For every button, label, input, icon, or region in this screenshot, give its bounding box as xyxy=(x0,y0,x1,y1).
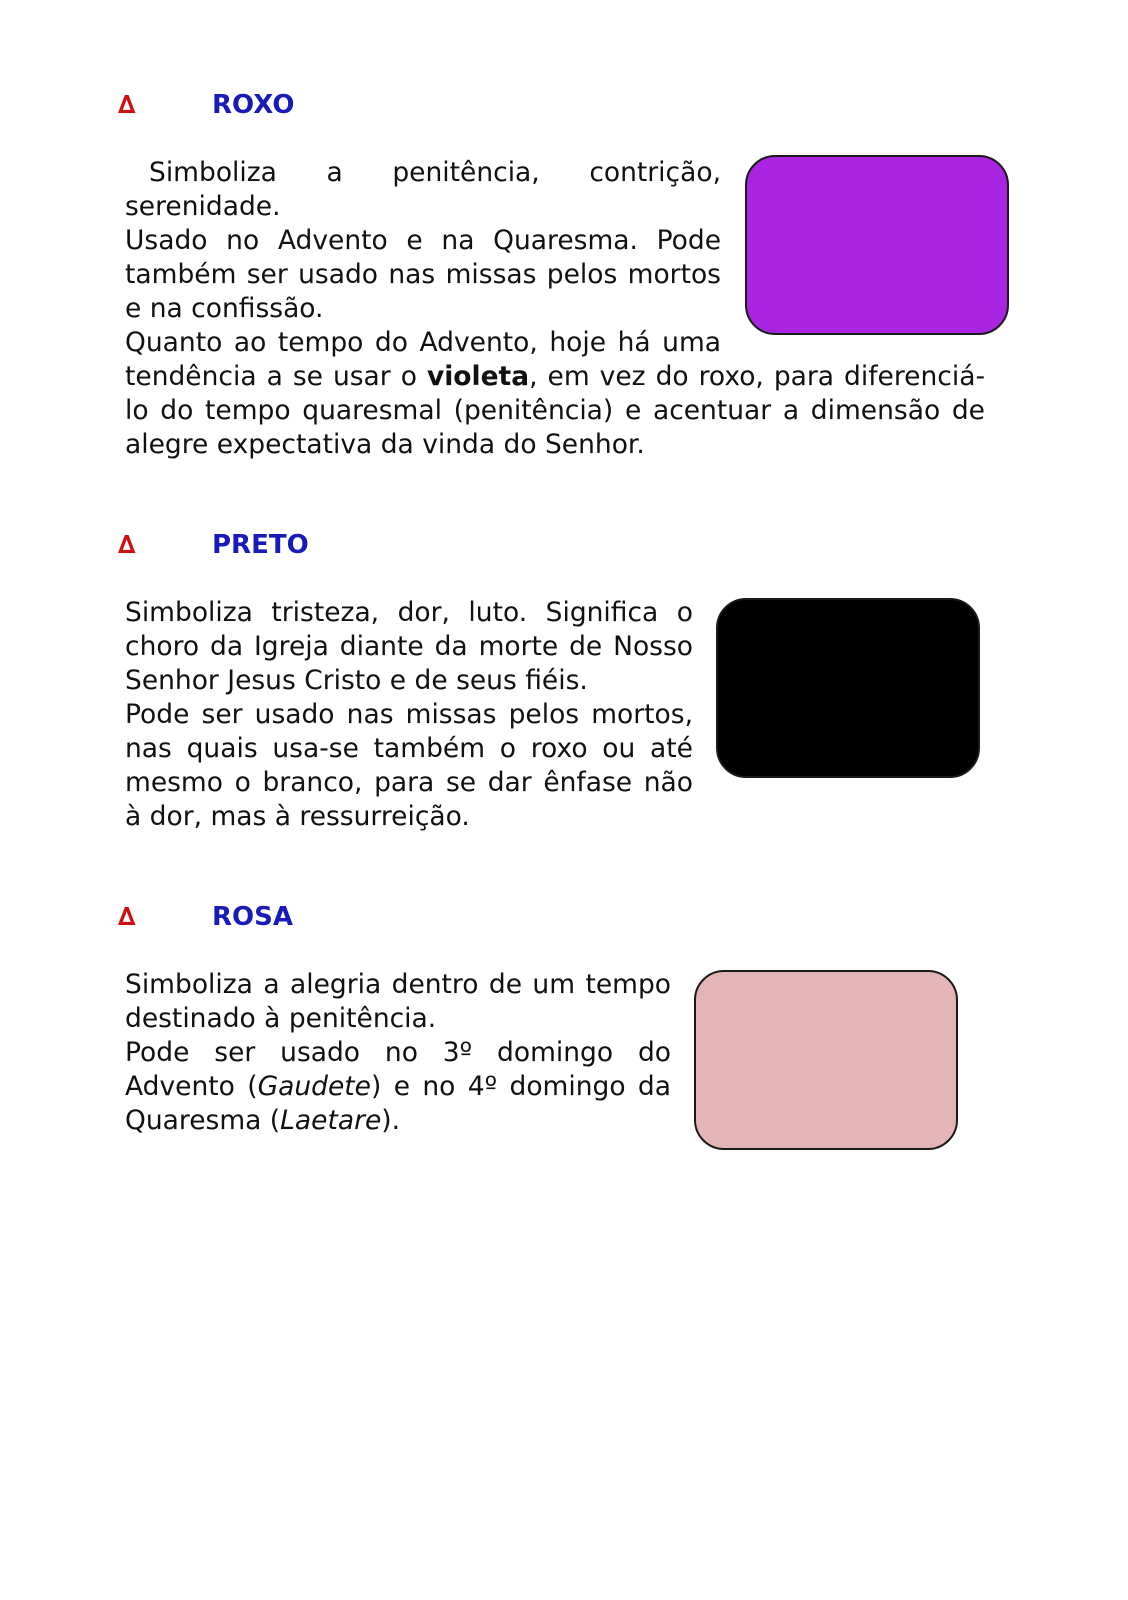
paragraph xyxy=(125,1036,671,1138)
paragraph: Simboliza a alegria dentro de um tempo destinado à penitência. xyxy=(125,969,671,1034)
section-title: PRETO xyxy=(212,530,309,560)
text-run: Quanto ao tempo do Advento, hoje há uma tendência a se usar o xyxy=(125,327,721,392)
text-run: ) e no 4º domingo da Quaresma ( xyxy=(125,1071,671,1136)
triangle-marker-icon: ∆ xyxy=(118,530,136,559)
paragraph: Simboliza tristeza, dor, luto. Significa o choro da Igreja diante da morte de Nosso Senhor Jesus Cristo e de seus fiéis. xyxy=(125,597,693,696)
section-body xyxy=(125,968,671,1138)
italic-term: Gaudete xyxy=(257,1071,371,1102)
italic-term: Laetare xyxy=(280,1105,382,1136)
triangle-marker-icon: ∆ xyxy=(118,902,136,931)
triangle-marker-icon: ∆ xyxy=(118,90,136,119)
paragraph: Simboliza a penitência, contrição, serenidade. xyxy=(125,157,721,222)
section-title: ROSA xyxy=(212,902,293,932)
text-run: ). xyxy=(381,1105,401,1136)
paragraph: Usado no Advento e na Quaresma. Pode também ser usado nas missas pelos mortos e na confissão. xyxy=(125,225,721,324)
text-run: Pode ser usado no 3º domingo do Advento ( xyxy=(125,1037,671,1102)
paragraph: Pode ser usado nas missas pelos mortos, nas quais usa-se também o roxo ou até mesmo o branco, para se dar ênfase não à dor, mas à ressurreição. xyxy=(125,699,693,832)
section-title: ROXO xyxy=(212,90,295,120)
color-swatch-pink xyxy=(694,970,958,1150)
bold-term: violeta xyxy=(426,361,530,392)
text-run: , em vez do roxo, para diferenciá-lo do tempo quaresmal (penitência) e acentuar a dimensão de alegre expectativa da vinda do Senhor. xyxy=(125,361,986,460)
